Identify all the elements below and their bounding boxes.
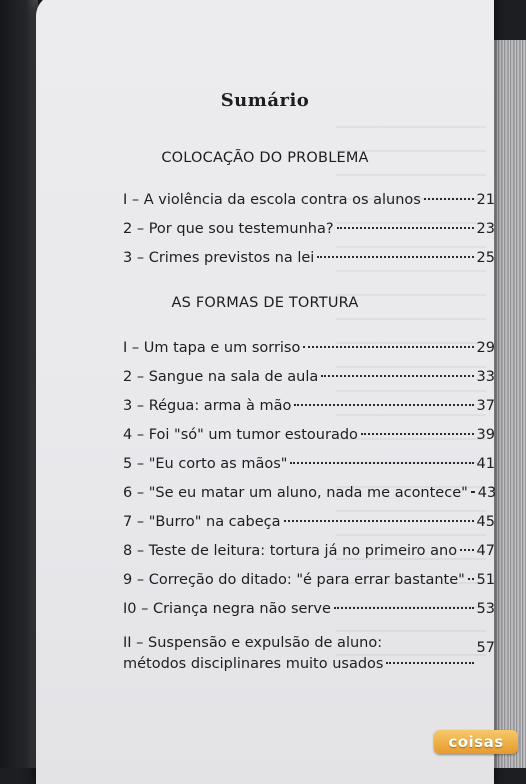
toc-entry-page: 53 (476, 601, 495, 617)
toc-entry-page: 39 (476, 427, 495, 443)
toc-entry[interactable] (123, 369, 495, 398)
toc-entry-page: 37 (476, 398, 495, 414)
toc-entry-label: 7 – "Burro" na cabeça (123, 514, 281, 530)
toc-entry-label: I0 – Criança negra não serve (123, 601, 331, 617)
toc-entry-page: 33 (476, 369, 495, 385)
toc-entry-label: 8 – Teste de leitura: tortura já no primeiro ano (123, 543, 458, 559)
toc-entry[interactable] (123, 485, 495, 514)
toc-entry-label: 2 – Sangue na sala de aula (123, 369, 319, 385)
toc-entry[interactable] (123, 630, 495, 672)
watermark-logo: coisas (434, 730, 518, 754)
toc-leader-dots (460, 549, 473, 551)
toc-leader-dots (386, 662, 473, 664)
toc-leader-dots (294, 404, 473, 406)
toc-entry[interactable] (123, 601, 495, 630)
toc-leader-dots (468, 578, 474, 580)
toc-section-formas (123, 340, 495, 672)
toc-entry[interactable] (123, 514, 495, 543)
toc-entry-page: 45 (476, 514, 495, 530)
toc-entry-page: 57 (476, 640, 495, 656)
toc-entry[interactable] (123, 340, 495, 369)
book-page (36, 0, 497, 784)
toc-entry-label-continued: métodos disciplinares muito usados (123, 656, 384, 672)
toc-entry-label: 3 – Régua: arma à mão (123, 398, 292, 414)
toc-leader-dots (337, 227, 474, 229)
toc-entry-page: 29 (476, 340, 495, 356)
toc-entry-label: I – Um tapa e um sorriso (123, 340, 301, 356)
book-gutter-shadow (0, 0, 38, 768)
toc-entry-page: 41 (476, 456, 495, 472)
toc-entry-page: 21 (476, 192, 495, 208)
toc-entry[interactable] (123, 221, 495, 250)
toc-leader-dots (361, 433, 474, 435)
section-heading-colocacao: COLOCAÇÃO DO PROBLEMA (161, 150, 369, 166)
toc-leader-dots (424, 198, 474, 200)
toc-leader-dots (334, 607, 474, 609)
toc-entry-label: 2 – Por que sou testemunha? (123, 221, 334, 237)
toc-leader-dots (317, 256, 473, 258)
toc-entry-label: I – A violência da escola contra os alunos (123, 192, 421, 208)
toc-leader-dots (284, 520, 474, 522)
toc-entry-label: 3 – Crimes previstos na lei (123, 250, 315, 266)
toc-entry[interactable] (123, 398, 495, 427)
toc-leader-dots (290, 462, 473, 464)
toc-entry[interactable] (123, 250, 495, 279)
toc-entry-label: 9 – Correção do ditado: "é para errar bastante" (123, 572, 465, 588)
toc-entry-page: 23 (476, 221, 495, 237)
section-heading-formas: AS FORMAS DE TORTURA (171, 295, 359, 311)
toc-entry-page: 51 (476, 572, 495, 588)
toc-entry[interactable] (123, 192, 495, 221)
toc-entry[interactable] (123, 543, 495, 572)
page-title: Sumário (220, 90, 310, 111)
toc-entry-page: 25 (476, 250, 495, 266)
toc-entry-label: 4 – Foi "só" um tumor estourado (123, 427, 358, 443)
toc-entry-label: 6 – "Se eu matar um aluno, nada me acontece" (123, 485, 468, 501)
toc-entry[interactable] (123, 427, 495, 456)
toc-section-colocacao (123, 192, 495, 279)
toc-entry-page: 47 (476, 543, 495, 559)
toc-leader-dots (303, 346, 473, 348)
toc-leader-dots (471, 491, 475, 493)
toc-entry[interactable] (123, 456, 495, 485)
toc-entry-page: 43 (477, 485, 497, 501)
toc-leader-dots (321, 375, 473, 377)
toc-entry-label: II – Suspensão e expulsão de aluno: (123, 635, 383, 651)
toc-entry-label: 5 – "Eu corto as mãos" (123, 456, 288, 472)
toc-entry[interactable] (123, 572, 495, 601)
